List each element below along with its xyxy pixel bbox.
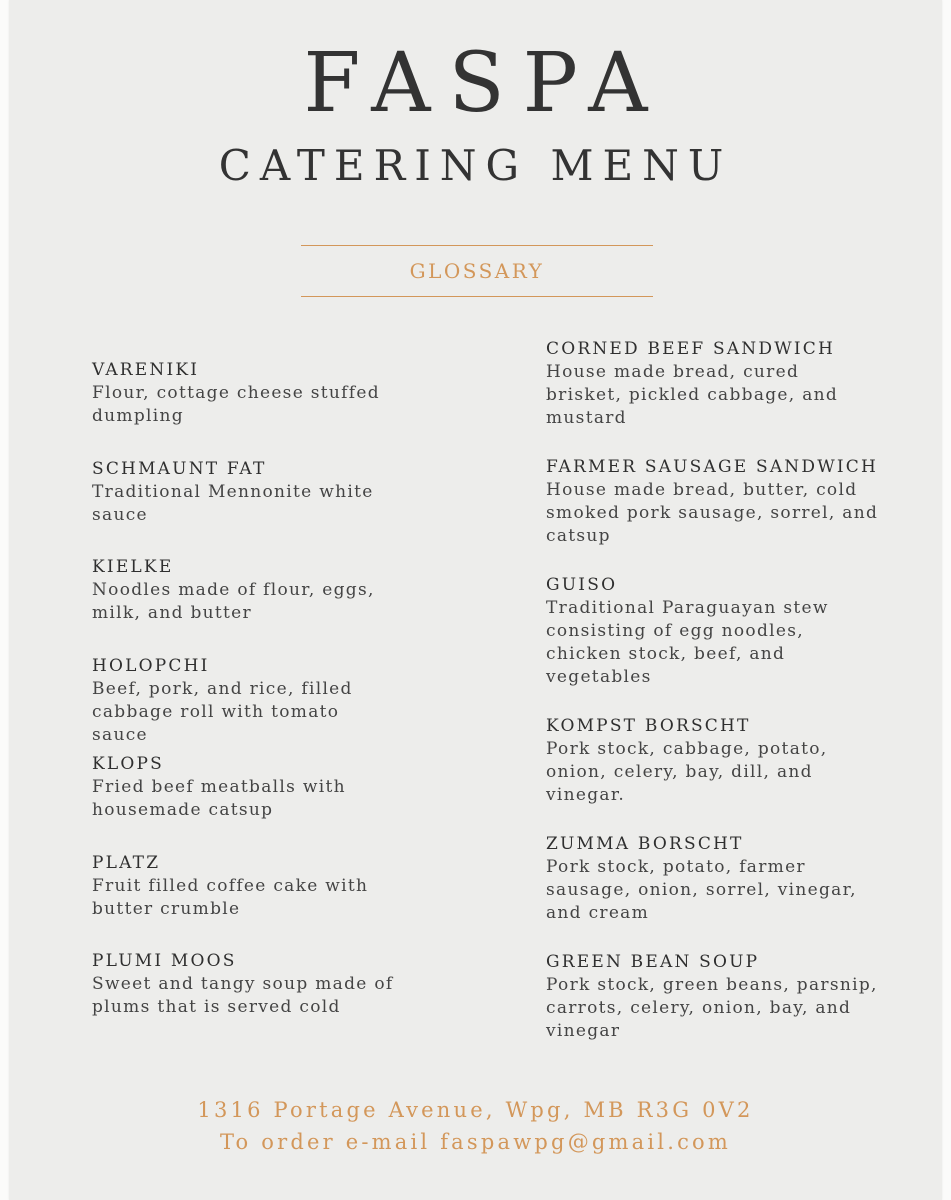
menu-item-name: GREEN BEAN SOUP: [546, 952, 760, 972]
menu-item-description: House made bread, butter, cold smoked pork sausage, sorrel, and catsup: [546, 480, 879, 546]
page-subtitle: CATERING MENU: [218, 141, 733, 190]
menu-item: [92, 556, 472, 655]
page-title: FASPA: [303, 36, 666, 131]
menu-item-description: Sweet and tangy soup made of plums that is served cold: [92, 974, 394, 1017]
menu-item: [92, 950, 472, 1049]
menu-item-description: House made bread, cured brisket, pickled cabbage, and mustard: [546, 362, 839, 428]
menu-item-name: KLOPS: [92, 754, 165, 774]
menu-column-left: [92, 359, 472, 1049]
footer-email: To order e-mail faspawpg@gmail.com: [219, 1130, 732, 1154]
menu-item: [546, 833, 926, 925]
menu-item: [92, 458, 472, 557]
menu-item-name: GUISO: [546, 575, 618, 595]
menu-item-name: FARMER SAUSAGE SANDWICH: [546, 457, 879, 477]
glossary-bottom-rule: [301, 296, 653, 297]
menu-item-name: KIELKE: [92, 557, 174, 577]
menu-item: [92, 753, 472, 852]
menu-item-description: Fruit filled coffee cake with butter crumble: [92, 875, 369, 919]
glossary-top-rule: [301, 245, 653, 246]
menu-item-description: Pork stock, green beans, parsnip, carrots, celery, onion, bay, and vinegar: [546, 975, 878, 1041]
menu-item-name: CORNED BEEF SANDWICH: [546, 339, 836, 359]
menu-item-name: PLATZ: [92, 852, 161, 873]
menu-column-right: [546, 338, 926, 1069]
menu-item: [546, 456, 926, 548]
menu-item: [92, 359, 472, 458]
footer-address: 1316 Portage Avenue, Wpg, MB R3G 0V2: [197, 1098, 754, 1122]
glossary-heading: GLOSSARY: [409, 259, 545, 283]
menu-item: [546, 338, 926, 430]
menu-item-name: KOMPST BORSCHT: [546, 716, 751, 736]
menu-item-description: Traditional Paraguayan stew consisting of egg noodles, chicken stock, beef, and vegetables: [546, 598, 829, 687]
menu-item-name: PLUMI MOOS: [92, 951, 237, 971]
menu-item-name: HOLOPCHI: [92, 655, 210, 676]
menu-item-description: Fried beef meatballs with housemade catsup: [92, 777, 346, 820]
menu-item-description: Flour, cottage cheese stuffed dumpling: [92, 383, 380, 426]
menu-item-description: Pork stock, potato, farmer sausage, onion, sorrel, vinegar, and cream: [546, 857, 857, 923]
menu-item-description: Traditional Mennonite white sauce: [92, 481, 374, 525]
menu-item-description: Noodles made of flour, eggs, milk, and butter: [92, 580, 375, 623]
menu-item-name: SCHMAUNT FAT: [92, 458, 267, 479]
menu-item-name: VARENIKI: [92, 360, 200, 380]
menu-item: [546, 951, 926, 1043]
menu-item-description: Pork stock, cabbage, potato, onion, celery, bay, dill, and vinegar.: [546, 739, 828, 805]
menu-item: [92, 655, 472, 754]
menu-item-description: Beef, pork, and rice, filled cabbage roll with tomato sauce: [92, 678, 353, 745]
menu-item-name: ZUMMA BORSCHT: [546, 834, 744, 854]
menu-item: [546, 574, 926, 689]
menu-item: [546, 715, 926, 807]
menu-item: [92, 852, 472, 951]
